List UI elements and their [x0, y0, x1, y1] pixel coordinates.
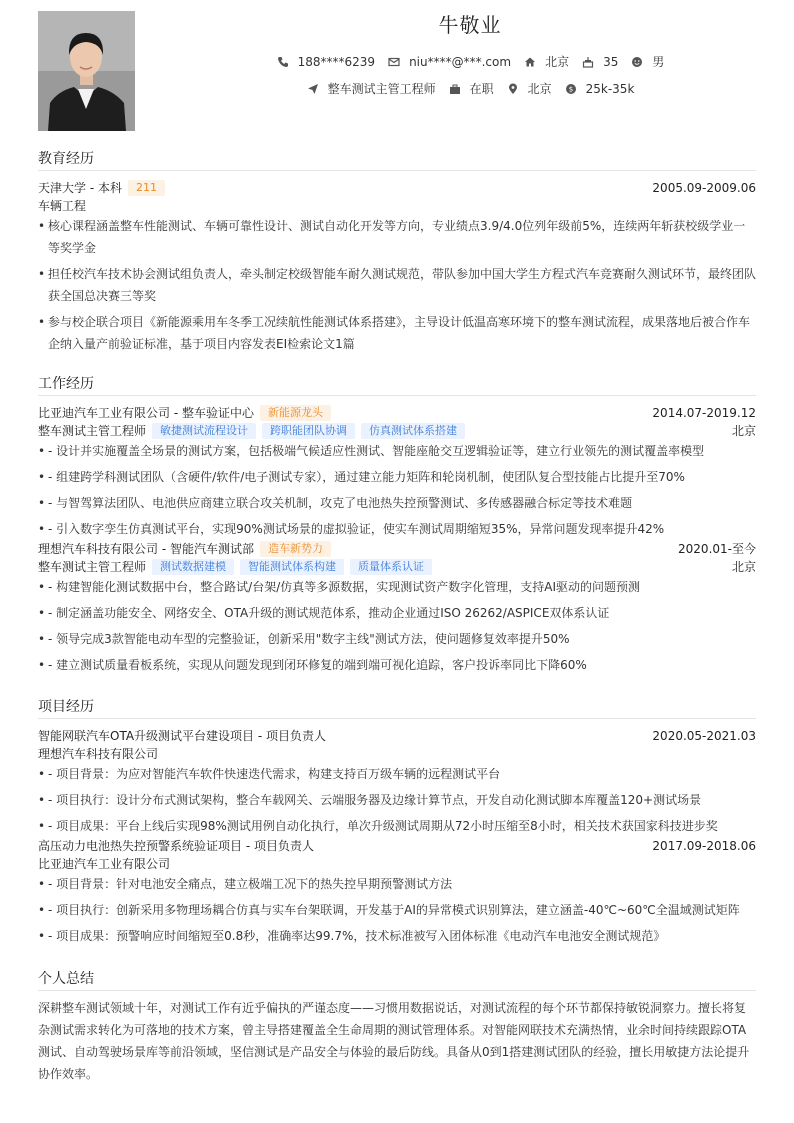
cake-icon	[581, 55, 595, 69]
project-date: 2020.05-2021.03	[652, 729, 756, 743]
job-location: 北京	[731, 424, 756, 438]
money-icon	[564, 82, 578, 96]
briefcase-icon	[448, 82, 462, 96]
list-item: • - 项目成果：预警响应时间缩短至0.8秒，准确率达99.7%，技术标准被写入团体标准《电动汽车电池安全测试规范》	[38, 925, 756, 947]
company-name: 理想汽车科技有限公司 - 智能汽车测试部	[38, 542, 254, 556]
job-location: 北京	[731, 560, 756, 574]
education-section	[38, 148, 756, 359]
school-tag: 211	[128, 180, 165, 196]
age-info	[581, 53, 618, 70]
education-header	[38, 179, 756, 197]
project-company: 比亚迪汽车工业有限公司	[38, 857, 171, 871]
list-item: • - 项目执行：设计分布式测试架构，整合车载网关、云端服务器及边缘计算节点，开发自动化测试脚本库覆盖120+测试场景	[38, 789, 756, 811]
job-date: 2020.01-至今	[678, 542, 756, 556]
list-item: • - 与智驾算法团队、电池供应商建立联合攻关机制，攻克了电池热失控预警测试、多传感器融合标定等技术难题	[38, 492, 756, 514]
job-info	[306, 80, 436, 97]
smile-icon	[630, 55, 644, 69]
salary-text: 25k-35k	[585, 81, 635, 96]
section-title: 项目经历	[38, 696, 756, 719]
list-item: • 参与校企联合项目《新能源乘用车冬季工况续航性能测试体系搭建》，主导设计低温高寒环境下的整车测试流程，成果落地后被合作车企纳入量产前验证标准，基于项目内容发表EI检索论文1篇	[38, 311, 756, 355]
skill-tag: 质量体系认证	[350, 559, 432, 575]
job-text: 整车测试主管工程师	[327, 82, 436, 96]
company-tag: 新能源龙头	[260, 405, 331, 421]
education-date: 2005.09-2009.06	[652, 181, 756, 195]
list-item: • - 领导完成3款智能电动车型的完整验证，创新采用"数字主线"测试方法，使问题修复效率提升50%	[38, 628, 756, 650]
company-name: 比亚迪汽车工业有限公司 - 整车验证中心	[38, 406, 254, 420]
role-line	[38, 558, 756, 576]
role-title: 整车测试主管工程师	[38, 424, 147, 438]
age-text: 35	[603, 54, 619, 69]
project-header	[38, 727, 756, 745]
phone-icon	[276, 55, 290, 69]
list-item: • - 建立测试质量看板系统，实现从问题发现到闭环修复的端到端可视化追踪，客户投诉率同比下降60%	[38, 654, 756, 676]
salary-info	[564, 80, 635, 97]
project-name: 高压动力电池热失控预警系统验证项目 - 项目负责人	[38, 839, 314, 853]
status-text: 在职	[469, 82, 494, 96]
list-item: • 核心课程涵盖整车性能测试、车辆可靠性设计、测试自动化开发等方向，专业绩点3.9/4.0位列年级前5%，连续两年斩获校级学业一等奖学金	[38, 215, 756, 259]
list-item: • - 构建智能化测试数据中台，整合路试/台架/仿真等多源数据，实现测试资产数字化管理，支持AI驱动的问题预测	[38, 576, 756, 598]
list-item: • - 项目背景：为应对智能汽车软件快速迭代需求，构建支持百万级车辆的远程测试平台	[38, 763, 756, 785]
project-name: 智能网联汽车OTA升级测试平台建设项目 - 项目负责人	[38, 729, 327, 743]
job-date: 2014.07-2019.12	[652, 406, 756, 420]
role-line	[38, 422, 756, 440]
list-item: • - 制定涵盖功能安全、网络安全、OTA升级的测试规范体系，推动企业通过ISO 26262/ASPICE双体系认证	[38, 602, 756, 624]
gender-text: 男	[652, 55, 665, 69]
list-item: • - 项目背景：针对电池安全痛点，建立极端工况下的热失控早期预警测试方法	[38, 873, 756, 895]
mail-icon	[387, 55, 401, 69]
section-title: 个人总结	[38, 968, 756, 991]
gender-info	[630, 53, 664, 70]
location-pin-icon	[506, 82, 520, 96]
role-title: 整车测试主管工程师	[38, 560, 147, 574]
job-header	[38, 540, 756, 558]
send-icon	[306, 82, 320, 96]
skill-tag: 智能测试体系构建	[240, 559, 344, 575]
phone-text: 188****6239	[297, 54, 376, 69]
skill-tag: 跨职能团队协调	[262, 423, 355, 439]
summary-text: 深耕整车测试领域十年，对测试工作有近乎偏执的严谨态度——习惯用数据说话，对测试流程的每个环节都保持敏锐洞察力。擅长将复杂测试需求转化为可落地的技术方案，曾主导搭建覆盖全生命周期的测试管理体系。对智能网联技术充满热情，业余时间持续跟踪OTA测试、自动驾驶场景库等前沿领域，坚信测试是产品安全与体验的最后防线。具备从0到1搭建测试团队的经验，擅长用敏捷方法论提升协作效率。	[38, 1001, 750, 1081]
list-item: • - 组建跨学科测试团队（含硬件/软件/电子测试专家），通过建立能力矩阵和轮岗机制，使团队复合型技能占比提升至70%	[38, 466, 756, 488]
summary-section	[38, 968, 756, 1085]
skill-tag: 测试数据建模	[152, 559, 234, 575]
projects-section	[38, 696, 756, 947]
project-header	[38, 837, 756, 855]
skill-tag: 敏捷测试流程设计	[152, 423, 256, 439]
major: 车辆工程	[38, 199, 87, 213]
list-item: • - 项目成果：平台上线后实现98%测试用例自动化执行，单次升级测试周期从72小时压缩至8小时，相关技术获国家科技进步奖	[38, 815, 756, 837]
list-item: • 担任校汽车技术协会测试组负责人，牵头制定校级智能车耐久测试规范，带队参加中国大学生方程式汽车竞赛耐久测试环节，最终团队获全国总决赛三等奖	[38, 263, 756, 307]
email-text: niu****@***.com	[409, 54, 512, 69]
contact-row	[38, 53, 794, 70]
section-title: 教育经历	[38, 148, 756, 171]
status-info	[448, 80, 494, 97]
skill-tag: 仿真测试体系搭建	[361, 423, 465, 439]
work-section	[38, 373, 756, 676]
company-tag: 造车新势力	[260, 541, 331, 557]
svg-text:$: $	[568, 85, 573, 94]
city-text: 北京	[545, 55, 570, 69]
job-intent-row	[38, 80, 794, 97]
list-item: • - 引入数字孪生仿真测试平台，实现90%测试场景的虚拟验证，使实车测试周期缩短35%，异常问题发现率提升42%	[38, 518, 756, 540]
project-company: 理想汽车科技有限公司	[38, 747, 159, 761]
project-date: 2017.09-2018.06	[652, 839, 756, 853]
email-info	[387, 53, 511, 70]
city-info	[523, 53, 569, 70]
school-name: 天津大学 - 本科	[38, 181, 122, 195]
target-city-text: 北京	[527, 82, 552, 96]
list-item: • - 设计并实施覆盖全场景的测试方案，包括极端气候适应性测试、智能座舱交互逻辑验证等，建立行业领先的测试覆盖率模型	[38, 440, 756, 462]
section-title: 工作经历	[38, 373, 756, 396]
home-icon	[523, 55, 537, 69]
list-item: • - 项目执行：创新采用多物理场耦合仿真与实车台架联调，开发基于AI的异常模式识别算法，建立涵盖-40℃~60℃全温域测试矩阵	[38, 899, 756, 921]
candidate-name: 牛敬业	[438, 13, 502, 37]
job-header	[38, 404, 756, 422]
target-city-info	[506, 80, 552, 97]
phone-info	[276, 53, 375, 70]
